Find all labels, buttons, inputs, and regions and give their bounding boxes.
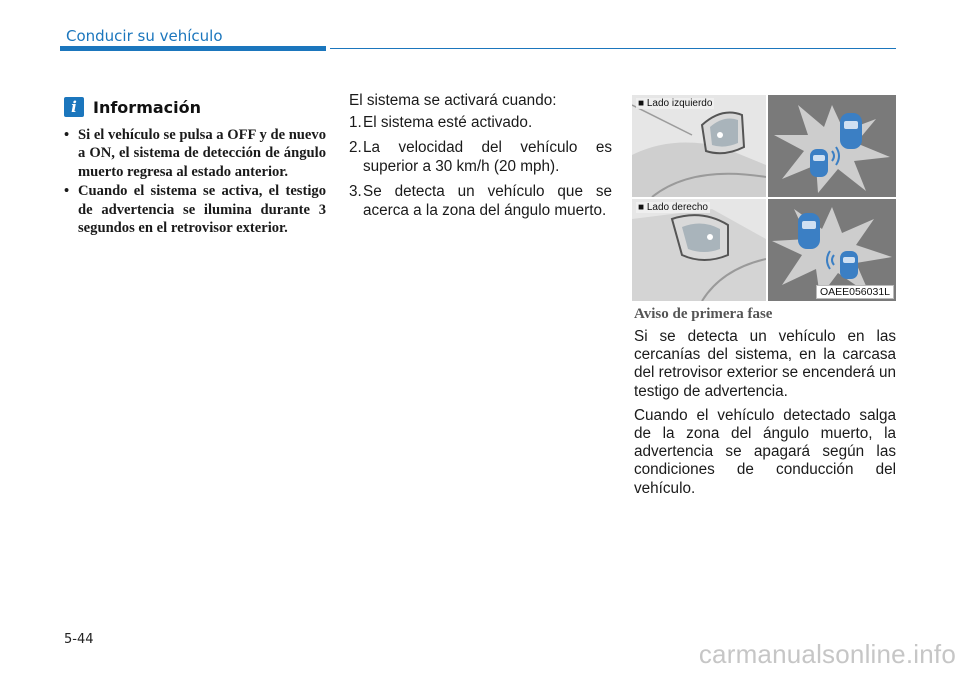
info-box — [64, 96, 326, 238]
bsd-figure — [632, 95, 896, 301]
info-list — [64, 126, 326, 237]
header-rule-thin — [330, 48, 896, 49]
item-text: Se detecta un vehículo que se acerca a la zona del ángulo muerto. — [363, 183, 612, 219]
activation-item — [349, 139, 612, 176]
warning-section — [634, 306, 896, 504]
figure-code: OAEE056031L — [816, 285, 894, 299]
activation-item — [349, 114, 612, 133]
activation-item — [349, 183, 612, 220]
info-title: Información — [93, 97, 202, 117]
item-text: El sistema esté activado. — [363, 113, 533, 131]
left-mirror-photo — [632, 95, 766, 197]
left-side-label: ■ Lado izquierdo — [638, 98, 713, 109]
warning-heading: Aviso de primera fase — [634, 306, 773, 322]
warning-paragraph: Cuando el vehículo detectado salga de la zona del ángulo muerto, la advertencia se apagará según las condiciones de conducción del vehículo. — [634, 406, 896, 497]
info-bullet: • Si el vehículo se pulsa a OFF y de nuevo a ON, el sistema de detección de ángulo muerto regresa al estado anterior. — [64, 126, 326, 181]
warning-paragraph: Si se detecta un vehículo en las cercanías del sistema, en la carcasa del retrovisor exterior se encenderá un testigo de advertencia. — [634, 328, 896, 400]
item-number: 1. — [349, 113, 362, 131]
activation-intro: El sistema se activará cuando: — [349, 92, 557, 109]
item-number: 2. — [349, 139, 362, 156]
watermark: carmanualsonline.info — [698, 639, 956, 669]
item-text: La velocidad del vehículo es superior a 30 km/h (20 mph). — [363, 139, 612, 175]
info-bullet: • Cuando el sistema se activa, el testigo de advertencia se ilumina durante 3 segundos en el retrovisor exterior. — [64, 182, 326, 237]
page-number: 5-44 — [64, 632, 94, 647]
info-icon: i — [64, 97, 84, 117]
left-bsd-diagram — [768, 95, 896, 197]
right-mirror-photo — [632, 199, 766, 301]
header-rule-thick — [60, 46, 326, 51]
header-title: Conducir su vehículo — [66, 27, 223, 45]
activation-section — [349, 92, 612, 227]
right-side-label: ■ Lado derecho — [638, 202, 708, 213]
info-header — [64, 96, 326, 118]
right-bsd-diagram — [768, 199, 896, 301]
item-number: 3. — [349, 183, 362, 200]
